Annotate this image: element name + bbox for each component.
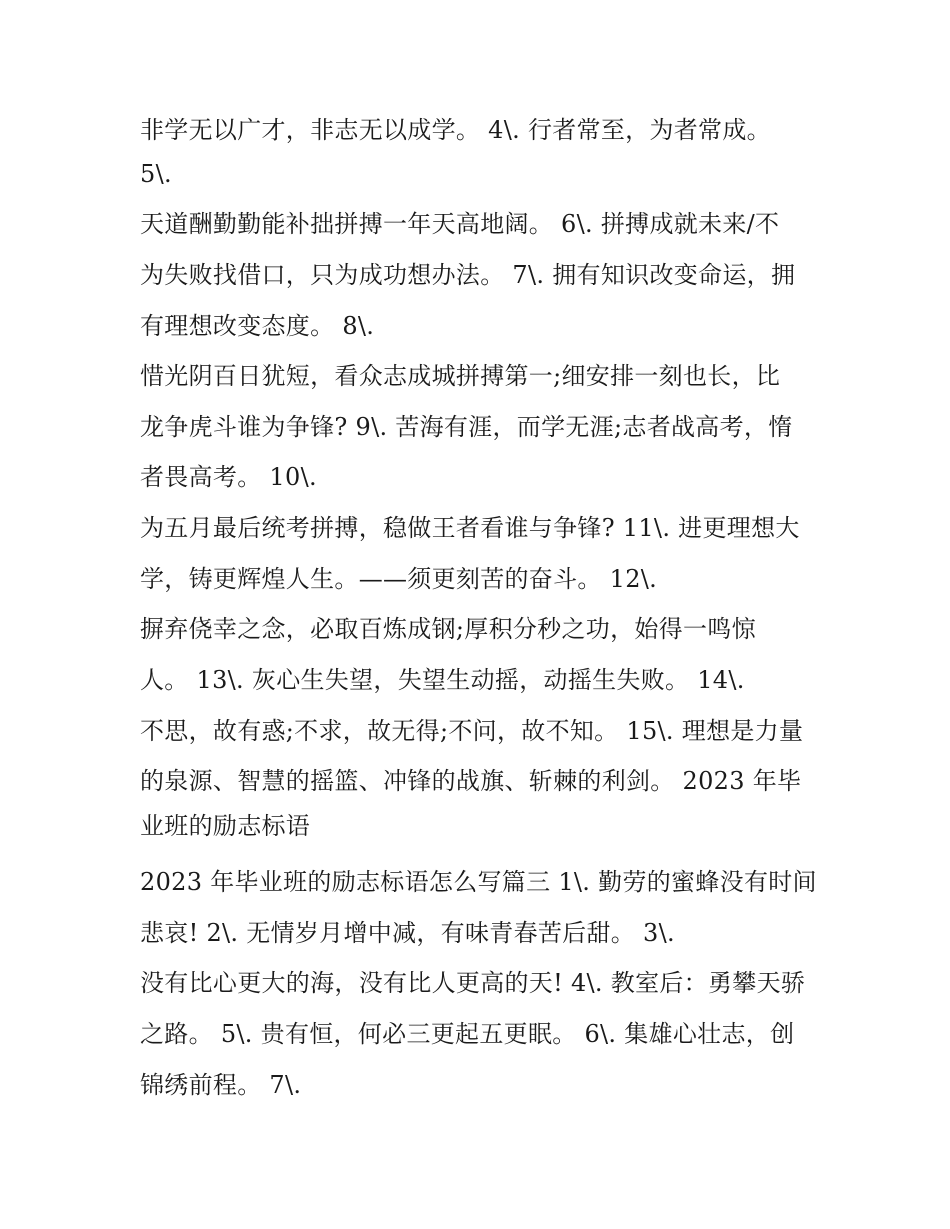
text-line: 2023 年毕业班的励志标语怎么写篇三 1\. 勤劳的蜜蜂没有时间 (140, 868, 817, 896)
text-line: 没有比心更大的海，没有比人更高的天! 4\. 教室后：勇攀天骄 (140, 969, 806, 997)
text-line: 非学无以广才，非志无以成学。 4\. 行者常至，为者常成。 (140, 116, 771, 144)
text-line: 龙争虎斗谁为争锋? 9\. 苦海有涯，而学无涯;志者战高考，惰 (140, 413, 793, 441)
text-line: 锦绣前程。 7\. (140, 1071, 302, 1099)
text-line: 者畏高考。 10\. (140, 463, 317, 491)
text-line: 为五月最后统考拼搏，稳做王者看谁与争锋? 11\. 进更理想大 (140, 514, 800, 542)
text-line: 不思，故有惑;不求，故无得;不问，故不知。 15\. 理想是力量 (140, 717, 804, 745)
text-line: 之路。 5\. 贵有恒，何必三更起五更眠。 6\. 集雄心壮志，创 (140, 1020, 795, 1048)
text-line: 人。 13\. 灰心生失望，失望生动摇，动摇生失败。 14\. (140, 666, 745, 694)
text-line: 悲哀! 2\. 无情岁月增中减，有味青春苦后甜。 3\. (140, 919, 675, 947)
text-line: 业班的励志标语 (140, 812, 311, 840)
text-line: 学，铸更辉煌人生。——须更刻苦的奋斗。 12\. (140, 565, 658, 593)
text-line: 天道酬勤勤能补拙拼搏一年天高地阔。 6\. 拼搏成就未来/不 (140, 210, 780, 238)
text-line: 摒弃侥幸之念，必取百炼成钢;厚积分秒之功，始得一鸣惊 (140, 615, 756, 643)
text-line: 的泉源、智慧的摇篮、冲锋的战旗、斩棘的利剑。 2023 年毕 (140, 767, 802, 795)
text-line: 5\. (140, 160, 172, 188)
text-line: 有理想改变态度。 8\. (140, 312, 375, 340)
text-line: 惜光阴百日犹短，看众志成城拼搏第一;细安排一刻也长，比 (140, 362, 781, 390)
text-line: 为失败找借口，只为成功想办法。 7\. 拥有知识改变命运，拥 (140, 261, 796, 289)
